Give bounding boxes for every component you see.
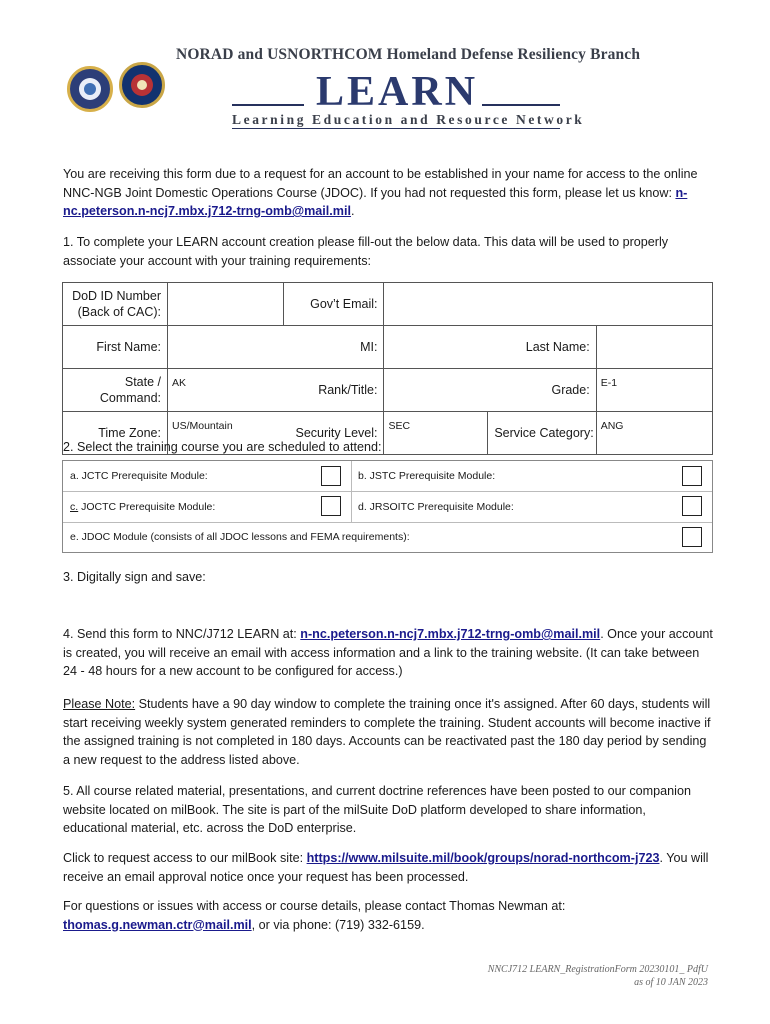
course-selection-table (62, 460, 713, 553)
course-d-label: d. JRSOITC Prerequisite Module: (358, 501, 514, 513)
account-info-table (62, 282, 713, 455)
security-level-field[interactable]: SEC (384, 412, 488, 455)
step-1-text: 1. To complete your LEARN account creation please fill-out the below data. This data will be used to properly associate your account with your training requirements: (63, 235, 669, 268)
learn-logo-text: LEARN (316, 69, 479, 115)
course-a-checkbox[interactable] (321, 466, 341, 486)
state-command-field[interactable]: AK (168, 369, 284, 412)
first-name-field[interactable] (168, 326, 284, 369)
first-name-label: First Name: (63, 326, 168, 369)
row-divider (63, 522, 712, 523)
step-2-text: 2. Select the training course you are scheduled to attend: (63, 440, 382, 454)
course-d-checkbox[interactable] (682, 496, 702, 516)
mi-field[interactable] (384, 326, 488, 369)
rank-title-field[interactable] (384, 369, 488, 412)
milbook-url-link[interactable]: https://www.milsuite.mil/book/groups/norad-northcom-j723 (306, 851, 660, 865)
course-c-checkbox[interactable] (321, 496, 341, 516)
govt-email-label: Gov’t Email: (283, 283, 384, 326)
milbook-paragraph: Click to request access to our milBook site: https://www.milsuite.mil/book/groups/norad-northcom-j723. You will receive an email approval notice once your request has been processed. (63, 851, 709, 884)
footer-date: as of 10 JAN 2023 (634, 977, 708, 988)
security-level-label: Security Level: (283, 412, 384, 455)
norad-seal-logo (67, 66, 113, 112)
dod-id-field[interactable] (168, 283, 284, 326)
please-note-label: Please Note: (63, 697, 136, 711)
row-divider (63, 491, 712, 492)
step-5-text: 5. All course related material, presentations, and current doctrine references have been posted to our companion website located on milBook. The site is part of the milSuite DoD platform developed to share information, educational material, etc. across the DoD enterprise. (63, 784, 691, 835)
mi-label: MI: (283, 326, 384, 369)
service-category-field[interactable]: ANG (596, 412, 712, 455)
time-zone-field[interactable]: US/Mountain (168, 412, 284, 455)
step-4-email-link[interactable]: n-nc.peterson.n-ncj7.mbx.j712-trng-omb@mail.mil (300, 627, 601, 641)
course-b-checkbox[interactable] (682, 466, 702, 486)
logo-rule-left (232, 104, 304, 106)
course-e-label: e. JDOC Module (consists of all JDOC lessons and FEMA requirements): (70, 531, 410, 543)
course-e-checkbox[interactable] (682, 527, 702, 547)
last-name-label: Last Name: (488, 326, 596, 369)
dod-id-label: DoD ID Number (Back of CAC): (63, 283, 168, 326)
logo-subtitle-rule (232, 128, 560, 129)
step-4-paragraph: 4. Send this form to NNC/J712 LEARN at: n-nc.peterson.n-ncj7.mbx.j712-trng-omb@mail.mil. Once your account is created, you will receive an email with access information and a link to the training website. (It can take between 24 - 48 hours for a new account to be configured for access.) (63, 627, 713, 678)
column-divider (351, 461, 352, 522)
logo-rule-right (482, 104, 560, 106)
course-c-label: c. JOCTC Prerequisite Module: (70, 501, 216, 513)
learn-logo-subtitle: Learning Education and Resource Network (232, 112, 585, 127)
state-command-label: State / Command: (63, 369, 168, 412)
last-name-field[interactable] (596, 326, 712, 369)
intro-paragraph: You are receiving this form due to a request for an account to be established in your name for access to the online NNC-NGB Joint Domestic Operations Course (JDOC). If you had not requested this form, please let us know: n-nc.peterson.n-ncj7.mbx.j712-trng-omb@mail.mil. (63, 167, 698, 218)
course-a-label: a. JCTC Prerequisite Module: (70, 470, 208, 482)
document-footer (488, 963, 708, 989)
intro-email-link[interactable]: n-nc.peterson.n-ncj7.mbx.j712-trng-omb@mail.mil (63, 185, 688, 218)
course-b-label: b. JSTC Prerequisite Module: (358, 470, 496, 482)
service-category-label: Service Category: (488, 412, 596, 455)
footer-form-id: NNCJ712 LEARN_RegistrationForm 20230101_ PdfU (487, 964, 708, 975)
contact-paragraph: For questions or issues with access or course details, please contact Thomas Newman at: thomas.g.newman.ctr@mail.mil, or via phone: (719) 332-6159. (63, 899, 566, 932)
usnorthcom-seal-logo (119, 62, 165, 108)
rank-title-label: Rank/Title: (283, 369, 384, 412)
please-note-paragraph: Please Note: Students have a 90 day window to complete the training once it's assigned. After 60 days, students will start receiving weekly system generated reminders to complete the training. Student accounts will become inactive if the assigned training is not completed in 180 days. Accounts can be reactivated past the 180 day period by sending a new request to the address listed above. (63, 697, 711, 767)
grade-field[interactable]: E-1 (596, 369, 712, 412)
contact-email-link[interactable]: thomas.g.newman.ctr@mail.mil (63, 917, 252, 932)
grade-label: Grade: (488, 369, 596, 412)
branch-title: NORAD and USNORTHCOM Homeland Defense Resiliency Branch (176, 46, 641, 63)
time-zone-label: Time Zone: (63, 412, 168, 455)
step-3-text: 3. Digitally sign and save: (63, 570, 206, 584)
govt-email-field[interactable] (384, 283, 713, 326)
